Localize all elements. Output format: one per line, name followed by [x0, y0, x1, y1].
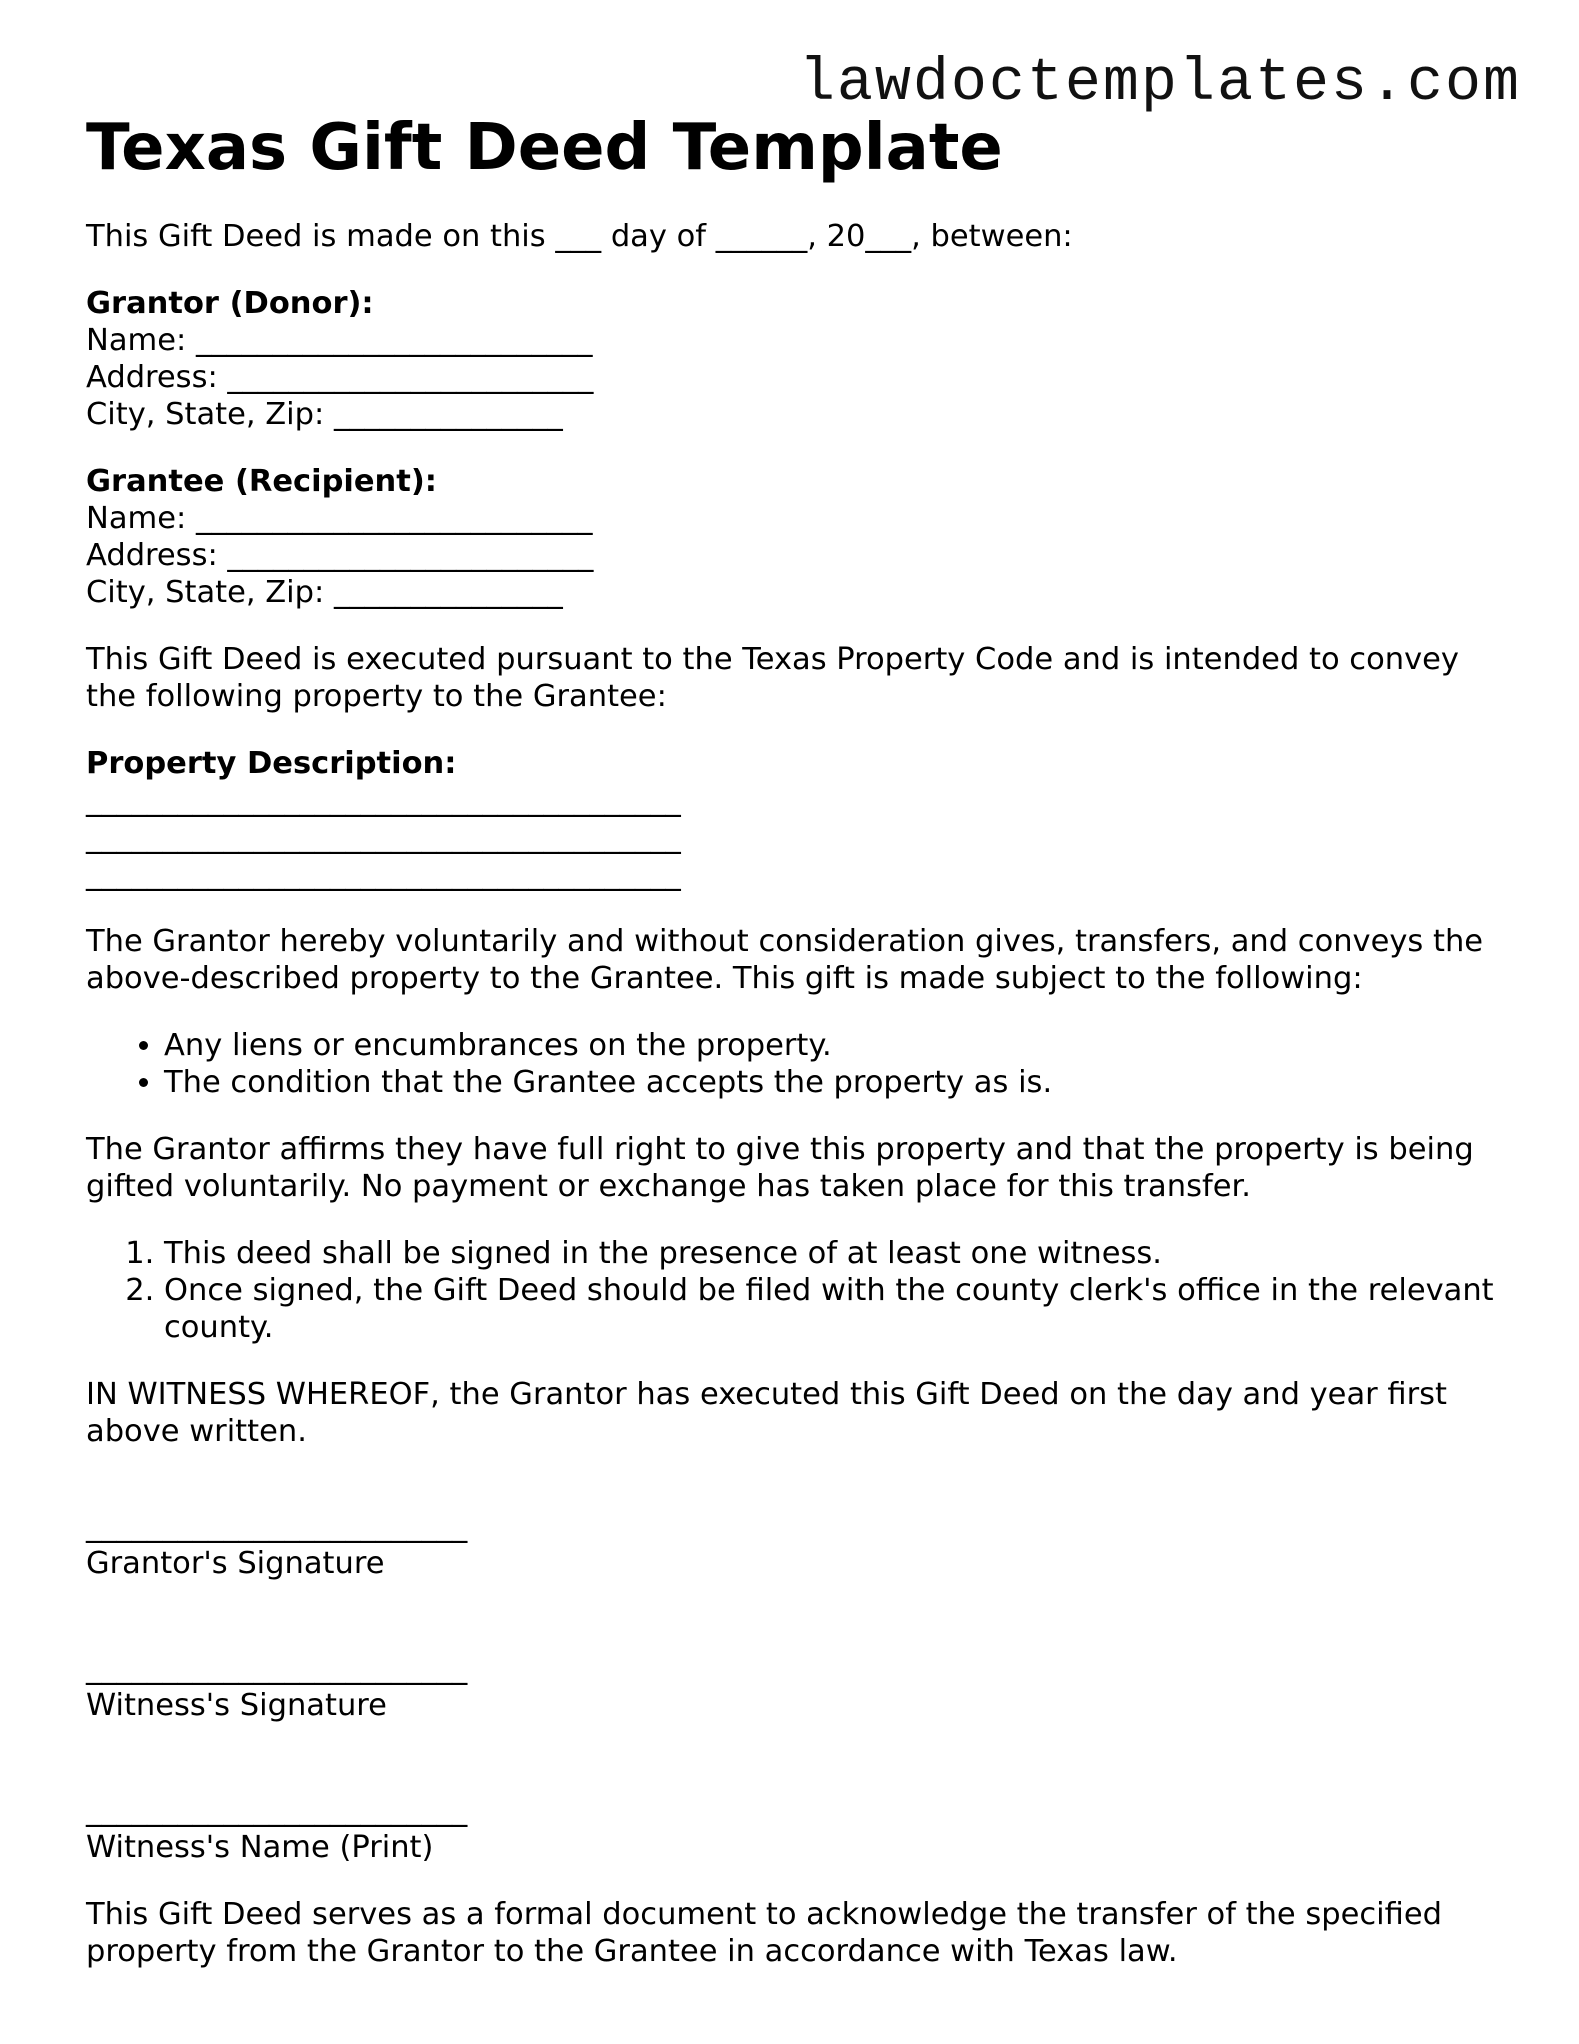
- list-item: • Any liens or encumbrances on the property.: [164, 1027, 1506, 1064]
- deed-document: [86, 108, 1506, 1970]
- witness-clause: IN WITNESS WHEREOF, the Grantor has executed this Gift Deed on the day and year first above written.: [86, 1377, 1447, 1449]
- signature-line: _________________________: [86, 1509, 468, 1544]
- witness-name-block: [86, 1792, 1506, 1866]
- list-item: 2. Once signed, the Gift Deed should be filed with the county clerk's office in the relevant county.: [164, 1272, 1506, 1346]
- site-watermark: lawdoctemplates.com: [798, 50, 1521, 118]
- grantee-heading: Grantee (Recipient):: [86, 464, 437, 499]
- property-heading: Property Description:: [86, 746, 457, 781]
- grantor-name-field: Name: __________________________: [86, 323, 593, 358]
- grantor-heading: Grantor (Donor):: [86, 286, 374, 321]
- property-line: _______________________________________: [86, 857, 681, 892]
- property-line: _______________________________________: [86, 783, 681, 818]
- signature-line: _________________________: [86, 1793, 468, 1828]
- signature-label: Witness's Name (Print): [86, 1830, 434, 1865]
- grantor-address-field: Address: ________________________: [86, 360, 594, 395]
- grantee-city-field: City, State, Zip: _______________: [86, 575, 563, 610]
- signature-line: _________________________: [86, 1651, 468, 1686]
- pursuant-paragraph: This Gift Deed is executed pursuant to the Texas Property Code and is intended to convey the following property to the Grantee:: [86, 642, 1459, 714]
- affirmation-paragraph: The Grantor affirms they have full right to give this property and that the property is being gifted voluntarily. No payment or exchange has taken place for this transfer.: [86, 1132, 1474, 1204]
- signature-label: Grantor's Signature: [86, 1546, 385, 1581]
- intro-paragraph: This Gift Deed is made on this ___ day of ______, 20___, between:: [86, 219, 1073, 254]
- grantor-signature-block: [86, 1508, 1506, 1582]
- conditions-list: [86, 1027, 1506, 1101]
- list-item: • The condition that the Grantee accepts the property as is.: [164, 1064, 1506, 1101]
- list-item: 1. This deed shall be signed in the presence of at least one witness.: [164, 1235, 1506, 1272]
- property-line: _______________________________________: [86, 820, 681, 855]
- steps-list: [86, 1235, 1506, 1346]
- grantee-address-field: Address: ________________________: [86, 538, 594, 573]
- grantor-city-field: City, State, Zip: _______________: [86, 397, 563, 432]
- grantee-section: [86, 463, 1506, 611]
- witness-signature-block: [86, 1650, 1506, 1724]
- property-section: [86, 745, 1506, 893]
- grantee-name-field: Name: __________________________: [86, 501, 593, 536]
- grantor-section: [86, 285, 1506, 433]
- closing-paragraph: This Gift Deed serves as a formal document to acknowledge the transfer of the specified property from the Grantor to the Grantee in accordance with Texas law.: [86, 1897, 1442, 1969]
- conveyance-paragraph: The Grantor hereby voluntarily and without consideration gives, transfers, and conveys the above-described property to the Grantee. This gift is made subject to the following:: [86, 924, 1484, 996]
- signature-label: Witness's Signature: [86, 1688, 387, 1723]
- page-title: Texas Gift Deed Template: [86, 111, 1003, 185]
